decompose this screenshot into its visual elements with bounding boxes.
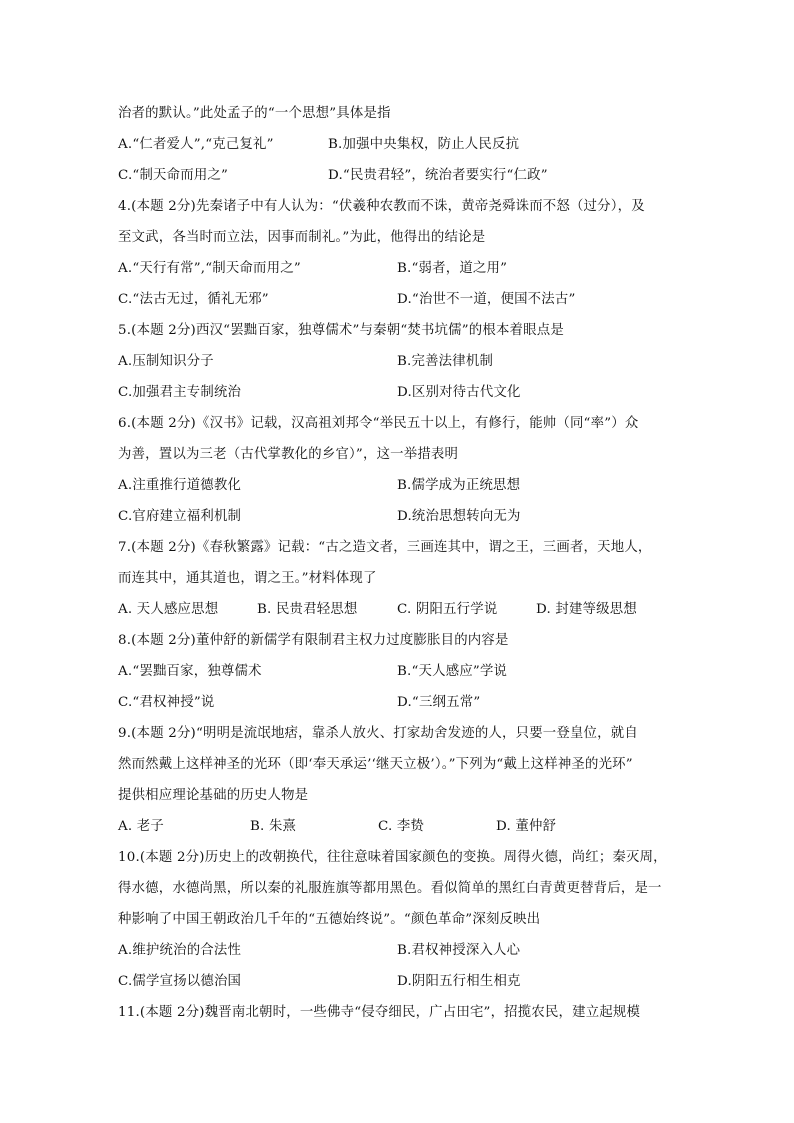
q4-stem-line-2: 至文武，各当时而立法，因事而制礼。”为此，他得出的结论是 <box>118 230 486 245</box>
q7-option-b: B. 民贵君轻思想 <box>257 602 358 617</box>
q9-option-a: A. 老子 <box>118 819 164 834</box>
q9-option-d: D. 董仲舒 <box>496 819 557 834</box>
q5-option-d: D.区别对待古代文化 <box>397 385 521 400</box>
q7-option-a: A. 天人感应思想 <box>118 602 219 617</box>
q5-option-b: B.完善法律机制 <box>397 354 494 369</box>
q7-option-c: C. 阴阳五行学说 <box>397 602 498 617</box>
q8-stem-line-1: 8.(本题 2分)董仲舒的新儒学有限制君主权力过度膨胀目的内容是 <box>118 633 509 648</box>
q11-stem-line-1: 11.(本题 2分)魏晋南北朝时，一些佛寺“侵夺细民，广占田宅”，招揽农民，建立起规模 <box>118 1005 641 1020</box>
q4-stem-line-1: 4.(本题 2分)先秦诸子中有人认为：“伏羲种农教而不诛，黄帝尧舜诛而不怒（过分），及 <box>118 199 645 214</box>
q10-stem-line-3: 种影响了中国王朝政治几千年的“五德始终说”。“颜色革命”深刻反映出 <box>118 912 541 927</box>
q8-option-a: A.“罢黜百家，独尊儒术 <box>118 664 262 679</box>
q10-option-c: C.儒学宣扬以德治国 <box>118 974 242 989</box>
q3-option-c: C.“制天命而用之” <box>118 168 229 183</box>
q10-stem-line-1: 10.(本题 2分)历史上的改朝换代，往往意味着国家颜色的变换。周得火德，尚红；秦灭周， <box>118 850 667 865</box>
q6-option-d: D.统治思想转向无为 <box>397 509 521 524</box>
q6-stem-line-2: 为善，置以为三老（古代掌教化的乡官）”，这一举措表明 <box>118 447 459 462</box>
q7-option-d: D. 封建等级思想 <box>536 602 637 617</box>
q5-option-c: C.加强君主专制统治 <box>118 385 242 400</box>
q3-option-b: B.加强中央集权，防止人民反抗 <box>328 137 520 152</box>
q8-option-b: B.“天人感应”学说 <box>397 664 508 679</box>
q10-option-b: B.君权神授深入人心 <box>397 943 521 958</box>
q10-option-d: D.阴阳五行相生相克 <box>397 974 521 989</box>
q6-option-a: A.注重推行道德教化 <box>118 478 242 493</box>
q3-continuation: 治者的默认。”此处孟子的“一个思想”具体是指 <box>118 106 391 121</box>
q9-stem-line-2: 然而然戴上这样神圣的光环（即‘奉天承运’‘继天立极’）。”下列为“戴上这样神圣的光环” <box>118 757 633 772</box>
q7-stem-line-1: 7.(本题 2分)《春秋繁露》记载：“古之造文者，三画连其中，谓之王，三画者，天地人， <box>118 540 652 555</box>
q6-stem-line-1: 6.(本题 2分)《汉书》记载，汉高祖刘邦令“举民五十以上，有修行，能帅（同“率”）众 <box>118 416 639 431</box>
q5-option-a: A.压制知识分子 <box>118 354 214 369</box>
q4-option-c: C.“法古无过，循礼无邪” <box>118 292 269 307</box>
q4-option-d: D.“治世不一道，便国不法古” <box>397 292 576 307</box>
q10-stem-line-2: 得水德，水德尚黑，所以秦的礼服旌旗等都用黑色。看似简单的黑红白青黄更替背后，是一 <box>118 881 662 896</box>
q10-option-a: A.维护统治的合法性 <box>118 943 242 958</box>
q3-option-a: A.“仁者爱人”,“克己复礼” <box>118 137 274 152</box>
q8-option-d: D.“三纲五常” <box>397 695 481 710</box>
q4-option-b: B.“弱者，道之用” <box>397 261 508 276</box>
q6-option-c: C.官府建立福利机制 <box>118 509 242 524</box>
q9-option-c: C. 李贽 <box>378 819 425 834</box>
q9-option-b: B. 朱熹 <box>250 819 297 834</box>
q4-option-a: A.“天行有常”,“制天命而用之” <box>118 261 301 276</box>
q9-stem-line-3: 提供相应理论基础的历史人物是 <box>118 788 309 803</box>
q9-stem-line-1: 9.(本题 2分)“明明是流氓地痞，靠杀人放火、打家劫舍发迹的人，只要一登皇位，就自 <box>118 726 638 741</box>
q7-stem-line-2: 而连其中，通其道也，谓之王。”材料体现了 <box>118 571 377 586</box>
q5-stem-line-1: 5.(本题 2分)西汉“罢黜百家，独尊儒术”与秦朝“焚书坑儒”的根本着眼点是 <box>118 323 564 338</box>
q3-option-d: D.“民贵君轻”，统治者要实行“仁政” <box>328 168 548 183</box>
q6-option-b: B.儒学成为正统思想 <box>397 478 521 493</box>
q8-option-c: C.“君权神授”说 <box>118 695 215 710</box>
